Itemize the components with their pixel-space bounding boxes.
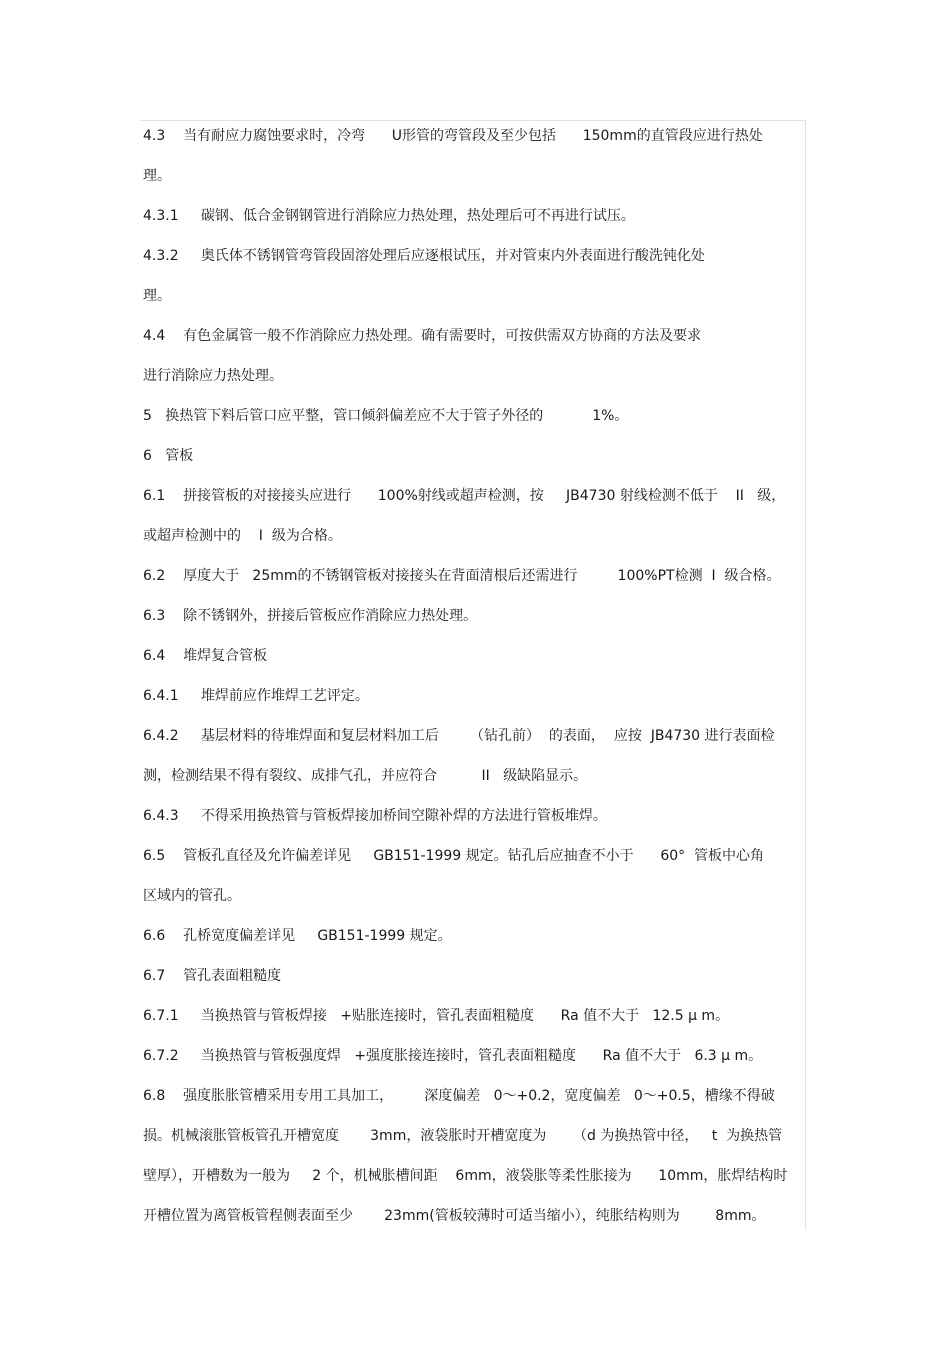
section-heading-6-4: 6.4 堆焊复合管板 <box>143 648 268 664</box>
text-line-6-8-cont-2: 壁厚），开槽数为一般为 2 个，机械胀槽间距 6mm，液袋胀等柔性胀接为 10mm，胀焊结构时 <box>143 1168 788 1184</box>
text-line-4-4-cont: 进行消除应力热处理。 <box>143 368 283 384</box>
text-line-6-4-1: 6.4.1 堆焊前应作堆焊工艺评定。 <box>143 688 369 704</box>
text-line-6-7-1: 6.7.1 当换热管与管板焊接 +贴胀连接时，管孔表面粗糙度 Ra 值不大于 12.5 μ m。 <box>143 1008 730 1024</box>
section-heading-6-7: 6.7 管孔表面粗糙度 <box>143 968 282 984</box>
text-line-5: 5 换热管下料后管口应平整，管口倾斜偏差应不大于管子外径的 1%。 <box>143 408 629 424</box>
section-heading-6: 6 管板 <box>143 448 194 464</box>
text-line-6-5-cont: 区域内的管孔。 <box>143 888 241 904</box>
text-line-6-8-cont-1: 损。机械滚胀管板管孔开槽宽度 3mm，液袋胀时开槽宽度为 （d 为换热管中径， t 为换热管 <box>143 1128 783 1144</box>
text-line-6-4-2: 6.4.2 基层材料的待堆焊面和复层材料加工后 （钻孔前） 的表面， 应按 JB4730 进行表面检 <box>143 728 775 744</box>
text-line-6-5: 6.5 管板孔直径及允许偏差详见 GB151-1999 规定。钻孔后应抽查不小于 60° 管板中心角 <box>143 848 765 864</box>
text-line-6-8: 6.8 强度胀胀管槽采用专用工具加工， 深度偏差 0～+0.2，宽度偏差 0～+0.5，槽缘不得破 <box>143 1088 775 1104</box>
text-line-4-4: 4.4 有色金属管一般不作消除应力热处理。确有需要时，可按供需双方协商的方法及要求 <box>143 328 702 344</box>
text-line-6-6: 6.6 孔桥宽度偏差详见 GB151-1999 规定。 <box>143 928 452 944</box>
text-line-4-3-1: 4.3.1 碳钢、低合金钢钢管进行消除应力热处理，热处理后可不再进行试压。 <box>143 208 635 224</box>
text-line-4-3-cont: 理。 <box>143 168 171 184</box>
text-line-6-1: 6.1 拼接管板的对接接头应进行 100%射线或超声检测，按 JB4730 射线检测不低于 II 级， <box>143 488 786 504</box>
text-line-4-3-2: 4.3.2 奥氏体不锈钢管弯管段固溶处理后应逐根试压，并对管束内外表面进行酸洗钝化处 <box>143 248 705 264</box>
text-line-6-4-3: 6.4.3 不得采用换热管与管板焊接加桥间空隙补焊的方法进行管板堆焊。 <box>143 808 607 824</box>
text-line-4-3-2-cont: 理。 <box>143 288 171 304</box>
text-line-6-3: 6.3 除不锈钢外，拼接后管板应作消除应力热处理。 <box>143 608 478 624</box>
text-line-6-1-cont: 或超声检测中的 I 级为合格。 <box>143 528 342 544</box>
text-line-6-8-cont-3: 开槽位置为离管板管程侧表面至少 23mm(管板较薄时可适当缩小），纯胀结构则为 8mm。 <box>143 1208 766 1224</box>
text-line-4-3: 4.3 当有耐应力腐蚀要求时，冷弯 U形管的弯管段及至少包括 150mm的直管段应进行热处 <box>143 128 763 144</box>
text-line-6-7-2: 6.7.2 当换热管与管板强度焊 +强度胀接连接时，管孔表面粗糙度 Ra 值不大于 6.3 μ m。 <box>143 1048 763 1064</box>
text-line-6-4-2-cont: 测，检测结果不得有裂纹、成排气孔，并应符合 II 级缺陷显示。 <box>143 768 588 784</box>
text-line-6-2: 6.2 厚度大于 25mm的不锈钢管板对接接头在背面清根后还需进行 100%PT检测 I 级合格。 <box>143 568 781 584</box>
